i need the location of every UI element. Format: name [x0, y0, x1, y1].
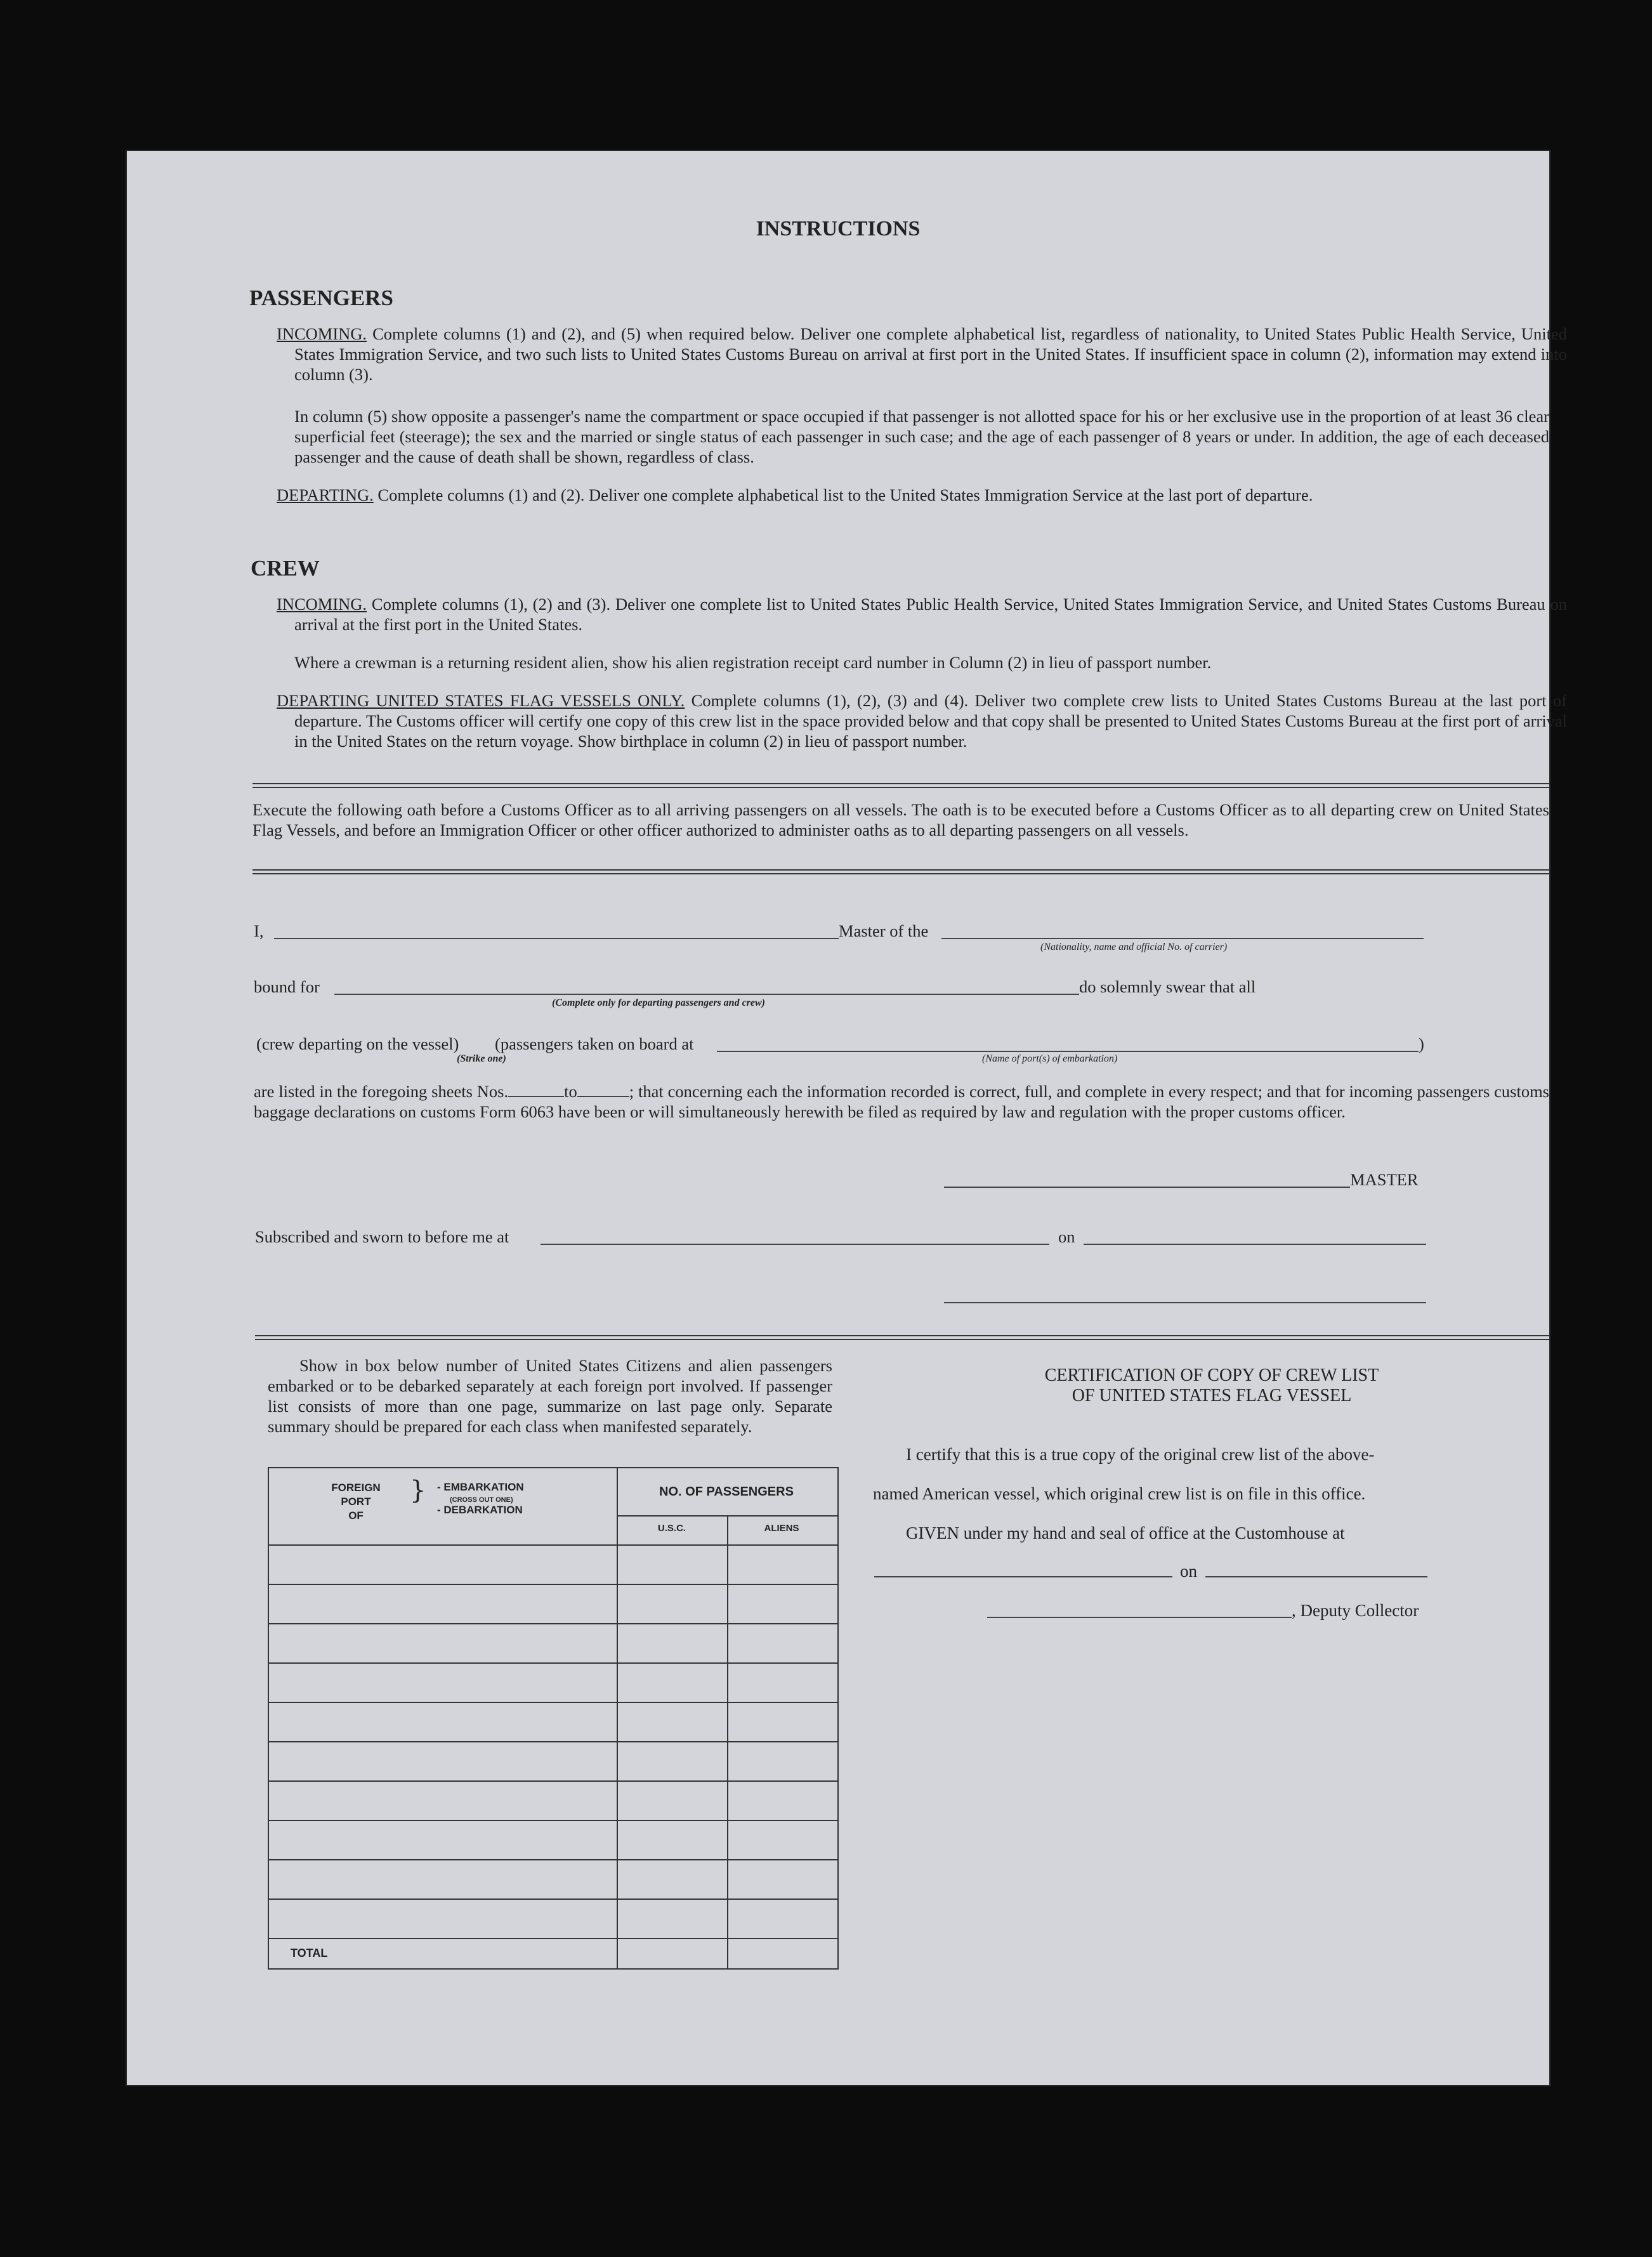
bound-for-field[interactable]	[334, 994, 1079, 995]
aliens-header: ALIENS	[764, 1523, 799, 1534]
oath-i-label: I,	[254, 921, 264, 940]
deputy-collector-label: , Deputy Collector	[1292, 1601, 1419, 1620]
passengers-incoming-label: INCOMING.	[277, 324, 367, 343]
sheets-post: ; that concerning each the information recorded is correct, full, and complete in every respect; and that for incoming passengers customs baggage declarations on customs Form 6063 have been or will simultaneously herewith be filed as required by law and regulation with the proper customs officer.	[254, 1082, 1549, 1121]
cert-on-label: on	[1180, 1562, 1197, 1581]
certification-heading-line2: OF UNITED STATES FLAG VESSEL	[1072, 1386, 1352, 1405]
total-label: TOTAL	[291, 1947, 328, 1959]
crew-incoming-label: INCOMING.	[277, 595, 367, 614]
debarkation-header: - DEBARKATION	[437, 1504, 523, 1516]
passengers-incoming-text: Complete columns (1) and (2), and (5) when required below. Deliver one complete alphabetical list, regardless of nationality, to United States Public Health Service, United States Immigration Service, and two such lists to United States Customs Bureau on arrival at first port in the United States. If insufficient space in column (2), information may extend into column (3).	[294, 324, 1567, 384]
master-label: MASTER	[1350, 1170, 1419, 1189]
cert-date-field[interactable]	[1205, 1576, 1427, 1577]
sheets-pre: are listed in the foregoing sheets Nos.	[254, 1082, 509, 1101]
divider-double	[255, 1335, 1549, 1340]
swear-label: do solemnly swear that all	[1079, 977, 1256, 996]
divider-double	[252, 869, 1549, 874]
passengers-departing-instruction	[277, 485, 1567, 505]
crew-departing-text: Complete columns (1), (2), (3) and (4). Deliver two complete crew lists to United States Customs Bureau at the last port of departure. The Customs officer will certify one copy of this crew list in the space provided below and that copy shall be presented to United States Customs Bureau at the first port of arrival in the United States on the return voyage. Show birthplace in column (2) in lieu of passport number.	[294, 691, 1567, 751]
bound-for-label: bound for	[254, 977, 320, 996]
crew-incoming-text: Complete columns (1), (2) and (3). Deliver one complete list to United States Public Health Service, United States Immigration Service, and United States Customs Bureau on arrival at the first port in the United States.	[294, 595, 1567, 634]
oath-on-label: on	[1058, 1227, 1075, 1246]
page-title: INSTRUCTIONS	[756, 217, 921, 240]
sheet-to-field[interactable]	[577, 1084, 629, 1097]
subscribed-date-field[interactable]	[1084, 1244, 1426, 1245]
sheets-statement	[254, 1081, 1549, 1122]
sheet-from-field[interactable]	[508, 1084, 564, 1097]
crew-heading: CREW	[251, 556, 320, 581]
summary-instruction: Show in box below number of United States Citizens and alien passengers embarked or to be debarked separately at each foreign port involved. If passenger list consists of more than one page, summarize on last page only. Separate summary should be prepared for each class when manifested separately.	[268, 1356, 832, 1436]
certification-heading-line1: CERTIFICATION OF COPY OF CREW LIST	[1044, 1365, 1379, 1385]
passengers-option[interactable]: (passengers taken on board at	[495, 1034, 694, 1053]
given-text: GIVEN under my hand and seal of office at the Customhouse at	[906, 1523, 1345, 1543]
certify-line1: I certify that this is a true copy of the original crew list of the above-	[906, 1445, 1375, 1464]
certify-line2: named American vessel, which original crew list is on file in this office.	[873, 1484, 1366, 1503]
carrier-field[interactable]	[941, 938, 1424, 939]
crew-departing-instruction	[277, 690, 1567, 751]
oath-instruction: Execute the following oath before a Customs Officer as to all arriving passengers on all vessels. The oath is to be executed before a Customs Officer as to all departing crew on United States Flag Vessels, and before an Immigration Officer or other officer authorized to administer oaths as to all departing passengers on all vessels.	[252, 800, 1549, 839]
certification-heading	[926, 1365, 1497, 1406]
embarkation-header: - EMBARKATION	[437, 1481, 524, 1493]
crew-departing-option[interactable]: (crew departing on the vessel)	[256, 1034, 459, 1053]
foreign-port-header: FOREIGN PORT OF	[331, 1482, 381, 1522]
subscribed-place-field[interactable]	[541, 1244, 1049, 1245]
port-caption: (Name of port(s) of embarkation)	[982, 1053, 1118, 1064]
usc-header: U.S.C.	[657, 1523, 686, 1534]
bound-caption: (Complete only for departing passengers and crew)	[552, 997, 765, 1008]
officer-signature-field[interactable]	[944, 1302, 1426, 1303]
passenger-summary-table	[268, 1467, 839, 1970]
embarkation-port-field[interactable]	[717, 1051, 1419, 1052]
passengers-heading: PASSENGERS	[249, 286, 393, 310]
master-signature-field[interactable]	[944, 1187, 1350, 1188]
passengers-incoming-instruction	[277, 324, 1567, 385]
crew-incoming-instruction	[277, 594, 1567, 635]
subscribed-label: Subscribed and sworn to before me at	[255, 1227, 509, 1246]
divider-double	[252, 783, 1549, 788]
crew-departing-label: DEPARTING UNITED STATES FLAG VESSELS ONLY.	[277, 691, 685, 710]
passengers-departing-text: Complete columns (1) and (2). Deliver one complete alphabetical list to the United States Immigration Service at the last port of departure.	[373, 485, 1313, 504]
crew-resident-instruction: Where a crewman is a returning resident alien, show his alien registration receipt card number in Column (2) in lieu of passport number.	[294, 653, 1212, 672]
close-paren: )	[1419, 1034, 1424, 1053]
passengers-column5-instruction: In column (5) show opposite a passenger's name the compartment or space occupied if that passenger is not allotted space for his or her exclusive use in the proportion of at least 36 clear superficial feet (steerage); the sex and the married or single status of each passenger in such case; and the age of each passenger of 8 years or under. In addition, the age of each deceased passenger and the cause of death shall be shown, regardless of class.	[294, 407, 1549, 466]
strike-caption: (Strike one)	[457, 1053, 506, 1064]
master-of-label: Master of the	[839, 921, 929, 940]
customhouse-field[interactable]	[874, 1576, 1172, 1577]
deputy-signature-field[interactable]	[987, 1617, 1292, 1618]
master-name-field[interactable]	[274, 938, 839, 939]
sheets-to: to	[564, 1082, 577, 1101]
passengers-departing-label: DEPARTING.	[277, 485, 374, 504]
brace-icon: }	[410, 1476, 426, 1505]
form-page	[127, 151, 1567, 2085]
no-passengers-header: NO. OF PASSENGERS	[659, 1485, 794, 1499]
carrier-caption: (Nationality, name and official No. of carrier)	[1040, 942, 1228, 952]
cross-out-note: (CROSS OUT ONE)	[450, 1496, 513, 1504]
